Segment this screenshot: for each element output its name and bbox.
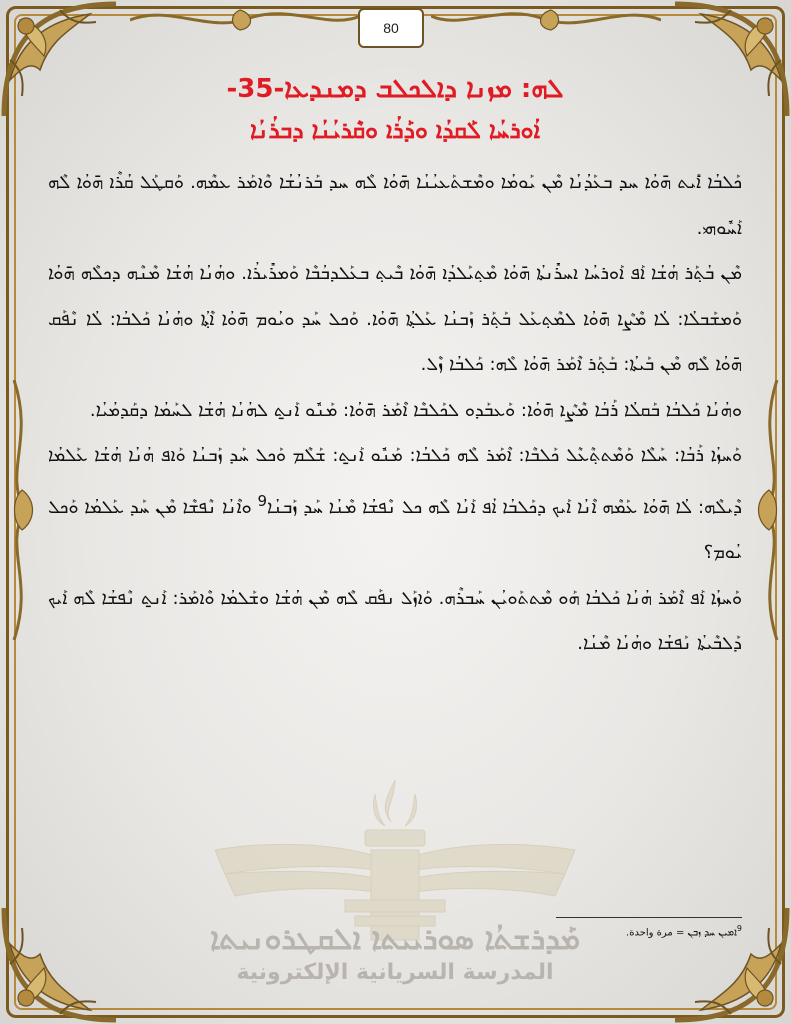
lesson-subtitle: ܐܳܘܪܚܳܐ ܠܰܩܕܳܐ ܘܕܰܪܳܐ ܘܩܶܪܝܳܢܳܐ ܕܒܪܳܢܳܐ: [250, 118, 540, 144]
page-number: 80: [358, 8, 424, 48]
footnote-divider: [556, 917, 742, 918]
footnote: [556, 924, 742, 938]
ornament-corner-icon: [671, 904, 791, 1024]
ornament-side-icon: [4, 380, 44, 640]
ornament-side-icon: [747, 380, 787, 640]
footnote-marker: 9: [736, 924, 742, 933]
paragraph: ܘܰܚܙܳܐ ܪܰܒܳܐ: ܚܰܠܶܐ ܘܰܡܶܬܬ݂ܶܥܶܠ ܟܰܠܒܶܐ: ܐܶܡܰܪ ܠܶܗ ܟܰܠܒܳܐ: ܡܰܢܽܘ ܐܰܢ̱ܬ: ܫܰܠܶܡ ܘܰܟܠ ܚܰܕ ܙܰܒܢܳܐ ܘܰܐܦ ܗܳܢܳܐ ܗܳܫܳܐ ܥܰܠܡܳܐ ܕܶܝܠܶܗ: ܠܳܐ ܗ̄ܘܳܐ ܥܰܡܶܗ ܐܶܢܳܐ ܐܰܝܟ ܕܟܰܠܒܳܐ ܐܳܦ ܐܰܢܳܐ ܠܶܗ ܟܠ ܢܶܦܫܳܐ ܡܶܢܳܐ ܚܰܕ ܙܰܒܢܳܐ$^9$ ܘܐܶܢܳܐ ܢܶܦܫܶܐ ܡܶܢ ܚܰܕ ܥܰܠܡܳܐ ܘܰܟܠ ܝܳܘܡ؟: [48, 445, 742, 563]
ornament-top-icon: [130, 0, 360, 40]
ornament-top-icon: [431, 0, 661, 40]
watermark-syriac-text: ܡܰܕܪܫܬܳܐ ܣܘܪܝܝܬܐ ܐܠܩܛܪܘܢܝܬܐ: [209, 922, 581, 957]
paragraph: ܡܶܢ ܒܳܬ݂ܰܪ ܗܳܫܳܐ ܐܰܦ ܐܰܘܪܚܳܐ ܐܚܪܺܢܬܳܐ ܗ̄ܘܳܐ ܡܶܬ݂ܝܰܠܕܳܐ ܗ̄ܘܳܐ ܒܶܝܬ݂ ܒܥܰܠܕܒܳܒܶܐ ܘܰܡܪܺܝܪܳܐ. ܘܗܳܢܳܐ ܗܳܫܳܐ ܡܶܢܶܗ ܕܟܠܶܗ ܗ̄ܘܳܐ ܘܰܡܫܰܒܠܳܐ: ܠܳܐ ܡܶܨܶܐ ܗ̄ܘܳܐ ܠܡܶܬ݂ܥܰܠ ܒܰܬ݂ܰܪ ܙܰܒܢܳܐ ܥܰܠܬ݂ܳܐ ܗ̄ܘܳܐ. ܘܰܟܠ ܚܰܕ ܘܝܳܘܡ ܗ̄ܘܳܐ ܐܶܬ݂ܳܐ ܘܗܳܢܳܐ ܟܰܠܒܳܐ: ܠܳܐ ܢܶܦܰܩ ܗ̄ܘܳܐ ܠܶܗ ܡܶܢ ܒܰܝܬܳܐ: ܒܰܬ݂ܰܪ ܐܶܡܰܪ ܗ̄ܘܳܐ ܠܶܗ: ܟܰܠܒܳܐ ܙܶܠ.: [48, 263, 742, 375]
ornament-corner-icon: [0, 904, 120, 1024]
paragraph: ܘܰܚܙܳܐ ܐܰܦ ܐܶܡܰܪ ܗܳܢܳܐ ܟܰܠܒܳܐ ܗܰܘ ܡܶܬܬܰܘܝܳܢ ܚܰܒܪܶܗ. ܘܰܐܙܰܠ ܢܦܰܩ ܠܶܗ ܡܶܢ ܗܳܫܳܐ ܘܫܰܠܡܳܐ ܘܶܐܡܰܪ: ܐܰܢ̱ܬ ܢܶܦܫܳܐ ܠܶܗ ܐܰܝܟ ܕܰܠܒܶܝܬܳܐ ܢܰܦܫܳܐ ܘܗܳܢܳܐ ܡܶܢܳܐ.: [48, 587, 742, 654]
paragraph: ܟܰܠܒܳܐ ܐܺܝܬ ܗ̄ܘܳܐ ܚܕ ܒܥܰܕܳܢܳܐ ܡܶܢ ܝܰܘܡܳܐ ܘܡܶܫܬܰܥܝܳܢܳܐ ܗ̄ܘܳܐ ܠܶܗ ܚܕ ܒܰܪܢܳܫܳܐ ܘܶܐܡܰܪ ܥܡܶܗ. ܘܰܩܛܰܠ ܩܳܪܶܐ ܗ̄ܘܳܐ ܠܶܗ ܐܰܚܽܘܗܝ.: [48, 172, 742, 239]
footnote-text: ܐܡܝܢ ܚܕ ܙܒܢ = مرة واحدة.: [626, 927, 737, 939]
lesson-title: ܠܗ: ܡܙܢܐ ܕܐܠܟܠܒ ܕܡܢܕܥܐ-35-: [226, 74, 564, 104]
paragraph: ܘܗܳܢܳܐ ܟܰܠܒܳܐ ܒܰܩܠܳܐ ܪܰܒܳܐ ܡܶܨܶܐ ܗ̄ܘܳܐ: ܘܰܥܒܰܕܘ ܠܟܰܠܒܶܐ ܐܶܡܰܪ ܗ̄ܘܳܐ: ܡܰܢܽܘ ܐܰܢ̱ܬ ܠܗܳܢܳܐ ܗܳܫܳܐ ܠܚܰܡܳܐ ܕܩܰܕܡܳܝܳܐ.: [89, 399, 742, 421]
lesson-body: [48, 160, 742, 667]
watermark-arabic-text: المدرسة السريانية الإلكترونية: [236, 960, 554, 985]
